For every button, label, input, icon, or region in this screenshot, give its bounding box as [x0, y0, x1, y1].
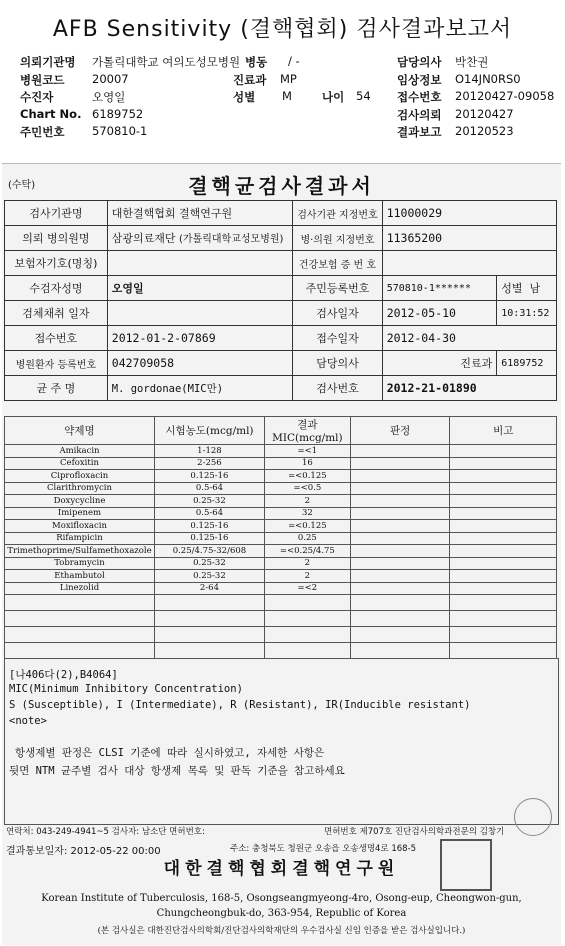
cell-label: 검체채취 일자: [5, 301, 108, 326]
table-row: [5, 595, 557, 611]
test-range: 0.5-64: [154, 482, 264, 495]
dept-value: MP: [280, 71, 297, 86]
mic-result: =<0.5: [264, 482, 350, 495]
col-header-judgement: 판정: [350, 417, 450, 445]
footer-license: 면허번호 제707호 진단검사의학과전문의 김창기: [324, 827, 505, 837]
cell-label: 균 주 명: [5, 376, 108, 401]
table-row: [5, 457, 557, 470]
drug-sensitivity-table: [4, 416, 557, 659]
remarks: [450, 582, 557, 595]
test-range: [154, 611, 264, 627]
remarks: [450, 570, 557, 583]
footer-report-date: 결과통보일자: 2012-05-22 00:00: [6, 846, 161, 857]
mic-result: 16: [264, 457, 350, 470]
judgement: [350, 643, 450, 659]
judgement: [350, 532, 450, 545]
judgement: [350, 457, 450, 470]
rrn-label: 주민번호: [20, 125, 65, 139]
institute-seal-icon: [440, 839, 492, 891]
table-row: [5, 251, 557, 276]
judgement: [350, 495, 450, 508]
table-row: [5, 276, 557, 301]
remarks: [450, 495, 557, 508]
table-row: [5, 495, 557, 508]
cell-value: 2012-05-10: [382, 301, 497, 326]
notes-code: [나406다(2),B4064]: [9, 669, 118, 681]
judgement: [350, 470, 450, 483]
mic-result: [264, 595, 350, 611]
table-row: [5, 570, 557, 583]
cell-value: 대한결핵협회 결핵연구원: [107, 201, 292, 226]
certification-note: (본 검사실은 대한진단검사의학회/진단검사의학재단의 우수검사실 신임 인증을 받은 검사실입니다.): [97, 926, 466, 936]
judgement: [350, 595, 450, 611]
receipt-label: 접수번호: [397, 90, 442, 104]
drug-name: Cefoxitin: [5, 457, 155, 470]
test-range: 0.25/4.75-32/608: [154, 545, 264, 558]
scanned-result-sheet: [2, 163, 561, 945]
cell-label: 수검자성명: [5, 276, 108, 301]
cell-label: 주민등록번호: [293, 276, 382, 301]
notes-line: 뒷면 NTM 균주별 검사 대상 항생제 목록 및 판독 기준을 참고하세요: [9, 765, 345, 777]
table-row: [5, 301, 557, 326]
cell-value: 570810-1******: [382, 276, 497, 301]
drug-name: Linezolid: [5, 582, 155, 595]
remarks: [450, 445, 557, 458]
hospital-code-value: 20007: [92, 71, 129, 86]
drug-name: Rifampicin: [5, 532, 155, 545]
drug-name: [5, 595, 155, 611]
hospital-code-label: 병원코드: [20, 72, 65, 87]
age-value: 54: [356, 89, 371, 103]
cell-label: 검사기관명: [5, 201, 108, 226]
notes-line: S (Susceptible), I (Intermediate), R (Resistant), IR(Inducible resistant): [9, 699, 471, 711]
cell-label: 병·의원 지정번호: [293, 226, 382, 251]
judgement: [350, 482, 450, 495]
mic-result: =<2: [264, 582, 350, 595]
test-range: 0.25-32: [154, 570, 264, 583]
judgement: [350, 627, 450, 643]
cell-label: 검사기관 지정번호: [293, 201, 382, 226]
cell-label: 검사일자: [293, 301, 382, 326]
table-row: [5, 507, 557, 520]
col-header-result: 결과: [297, 419, 318, 431]
clinical-value: O14JN0RS0: [455, 71, 521, 86]
sex-value: M: [282, 89, 292, 103]
test-range: 2-256: [154, 457, 264, 470]
test-range: [154, 627, 264, 643]
receipt-value: 20120427-09058: [455, 89, 555, 103]
drug-name: Trimethoprime/Sulfamethoxazole: [5, 545, 155, 558]
drug-name: [5, 643, 155, 659]
info-table: [4, 200, 557, 401]
judgement: [350, 570, 450, 583]
drug-name: [5, 611, 155, 627]
test-range: 0.125-16: [154, 470, 264, 483]
chart-label: Chart No.: [20, 106, 82, 121]
cell-value: 11000029: [382, 201, 556, 226]
test-range: 0.125-16: [154, 532, 264, 545]
remarks: [450, 595, 557, 611]
cell-value: 6189752: [497, 351, 557, 376]
request-value: 20120427: [455, 106, 514, 121]
notes-line: 항생제별 판정은 CLSI 기준에 따라 실시하였고, 자세한 사항은: [15, 747, 325, 759]
mic-result: =<1: [264, 445, 350, 458]
table-row: [5, 643, 557, 659]
remarks: [450, 627, 557, 643]
drug-name: Doxycycline: [5, 495, 155, 508]
table-row: [5, 470, 557, 483]
judgement: [350, 507, 450, 520]
chart-value: 6189752: [92, 106, 144, 121]
mic-result: 2: [264, 557, 350, 570]
judgement: [350, 582, 450, 595]
remarks: [450, 545, 557, 558]
cell-label: 검사번호: [293, 376, 382, 401]
cell-value: 삼광의료재단: [111, 232, 176, 245]
mic-result: 2: [264, 495, 350, 508]
ward-value: / -: [288, 54, 300, 68]
remarks: [450, 457, 557, 470]
table-row: [5, 545, 557, 558]
request-label: 검사의뢰: [397, 107, 442, 122]
judgement: [350, 545, 450, 558]
mic-result: =<0.25/4.75: [264, 545, 350, 558]
test-range: 2-64: [154, 582, 264, 595]
remarks: [450, 532, 557, 545]
test-range: 0.25-32: [154, 495, 264, 508]
col-header-drug: 약제명: [5, 417, 155, 445]
table-row: [5, 482, 557, 495]
table-row: [5, 226, 557, 251]
mic-result: [264, 627, 350, 643]
col-header-range: 시험농도(mcg/ml): [154, 417, 264, 445]
drug-name: Ciprofloxacin: [5, 470, 155, 483]
table-row: [5, 611, 557, 627]
report-title: AFB Sensitivity (결핵협회) 검사결과보고서: [52, 17, 513, 42]
judgement: [350, 445, 450, 458]
table-header-row: [5, 417, 557, 445]
cell-value: 11365200: [382, 226, 556, 251]
certification-seal-icon: [514, 798, 552, 836]
remarks: [450, 482, 557, 495]
judgement: [350, 520, 450, 533]
test-range: 1-128: [154, 445, 264, 458]
test-range: [154, 643, 264, 659]
cell-value: 2012-21-01890: [382, 376, 556, 401]
judgement: [350, 557, 450, 570]
cell-label: 진료과: [382, 351, 497, 376]
cell-value: 남: [529, 282, 541, 295]
report-meta: [20, 54, 555, 142]
institute-address-en: Chungcheongbuk-do, 363-954, Republic of Korea: [156, 908, 407, 919]
cell-label: 성별: [501, 282, 523, 295]
rrn-value: 570810-1: [92, 124, 148, 138]
notes-line: MIC(Minimum Inhibitory Concentration): [9, 683, 243, 695]
cell-value: 2012-01-2-07869: [107, 326, 292, 351]
drug-name: Clarithromycin: [5, 482, 155, 495]
cell-label: 접수번호: [5, 326, 108, 351]
cell-label: 담당의사: [293, 351, 382, 376]
col-header-mic: MIC(mcg/ml): [272, 432, 343, 444]
cell-value: 10:31:52: [497, 301, 557, 326]
age-label: 나이: [322, 90, 345, 104]
mic-result: =<0.125: [264, 520, 350, 533]
institution-value: 가톨릭대학교 여의도성모병원: [92, 55, 241, 69]
mic-result: 2: [264, 570, 350, 583]
institution-label: 의뢰기관명: [20, 55, 76, 69]
patient-value: 오영일: [92, 90, 126, 104]
report-date-value: 20120523: [455, 124, 514, 138]
table-row: [5, 582, 557, 595]
remarks: [450, 520, 557, 533]
test-range: 0.5-64: [154, 507, 264, 520]
remarks: [450, 557, 557, 570]
cell-value: M. gordonae(MIC만): [107, 376, 292, 401]
sex-label: 성별: [233, 90, 256, 104]
remarks: [450, 507, 557, 520]
institute-name: 대한결핵협회결핵연구원: [163, 859, 400, 879]
cell-label: 접수일자: [293, 326, 382, 351]
doctor-label: 담당의사: [397, 55, 442, 69]
cell-value: 042709058: [107, 351, 292, 376]
report-date-label: 결과보고: [397, 125, 442, 139]
footer-address-kr: 주소: 충청북도 청원군 오송읍 오송생명4로 168-5: [230, 844, 417, 854]
drug-name: Ethambutol: [5, 570, 155, 583]
mic-result: 0.25: [264, 532, 350, 545]
table-row: [5, 532, 557, 545]
col-header-remarks: 비고: [450, 417, 557, 445]
table-row: [5, 445, 557, 458]
mic-result: [264, 643, 350, 659]
test-range: [154, 595, 264, 611]
mic-result: [264, 611, 350, 627]
drug-name: Moxifloxacin: [5, 520, 155, 533]
drug-name: Amikacin: [5, 445, 155, 458]
table-row: [5, 520, 557, 533]
table-row: [5, 201, 557, 226]
drug-name: Tobramycin: [5, 557, 155, 570]
remarks: [450, 611, 557, 627]
cell-label: 의뢰 병의원명: [5, 226, 108, 251]
clinical-label: 임상정보: [397, 72, 442, 87]
remarks: [450, 470, 557, 483]
cell-label: 건강보험 증 번 호: [293, 251, 382, 276]
dept-label: 진료과: [233, 72, 267, 87]
footer-contact: 연락처: 043-249-4941~5 검사자: 남소단 면허번호:: [6, 827, 205, 837]
test-range: 0.25-32: [154, 557, 264, 570]
patient-label: 수진자: [20, 90, 54, 104]
table-row: [5, 326, 557, 351]
cell-label: 보험자기호(명칭): [5, 251, 108, 276]
cell-value: 2012-04-30: [382, 326, 556, 351]
institute-address-en: Korean Institute of Tuberculosis, 168-5, Osongseangmyeong-4ro, Osong-eup, Cheongwon-gun,: [41, 893, 522, 904]
table-row: [5, 376, 557, 401]
table-row: [5, 557, 557, 570]
drug-name: [5, 627, 155, 643]
remarks: [450, 643, 557, 659]
consignment-tag: (수탁): [8, 180, 36, 191]
mic-result: =<0.125: [264, 470, 350, 483]
notes-box: [4, 658, 559, 825]
judgement: [350, 611, 450, 627]
table-row: [5, 351, 557, 376]
doctor-value: 박찬권: [455, 55, 489, 69]
sheet-title: 결핵균검사결과서: [188, 174, 375, 198]
cell-label: 병원환자 등록번호: [5, 351, 108, 376]
test-range: 0.125-16: [154, 520, 264, 533]
cell-value: 오영일: [107, 276, 292, 301]
notes-line: <note>: [9, 715, 47, 727]
drug-name: Imipenem: [5, 507, 155, 520]
mic-result: 32: [264, 507, 350, 520]
ward-label: 병동: [245, 55, 268, 69]
table-row: [5, 627, 557, 643]
cell-value-sub: (가톨릭대학교성모병원): [179, 234, 284, 245]
